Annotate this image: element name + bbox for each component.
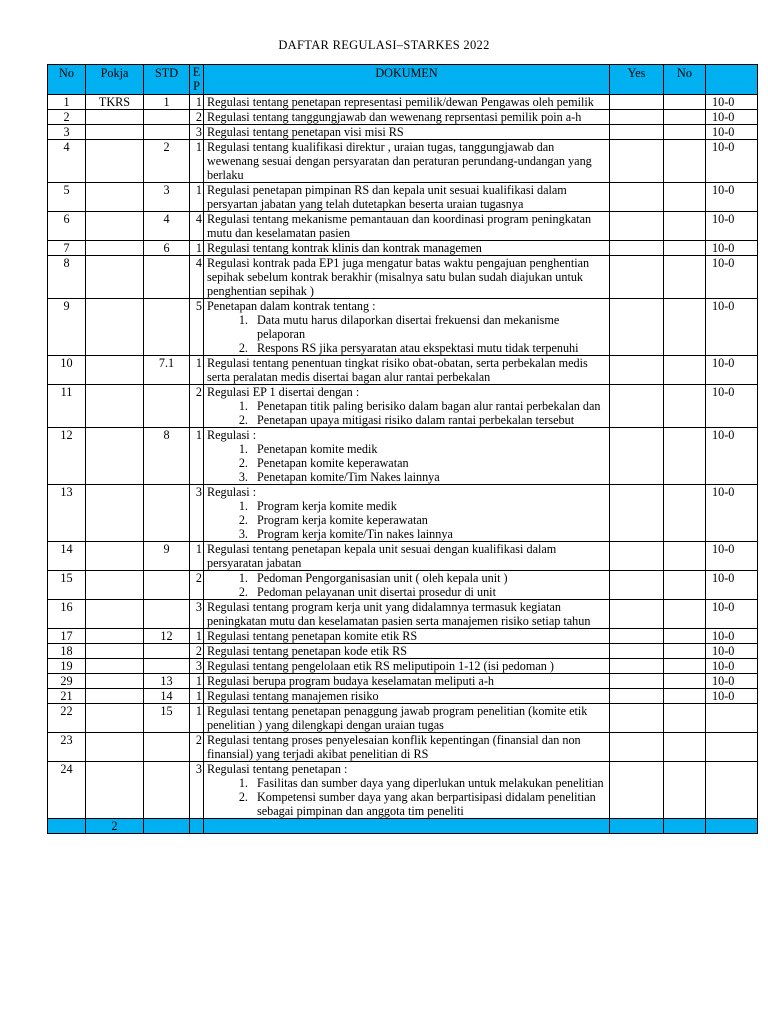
row-ep: 1 xyxy=(190,689,204,704)
row-no-answer xyxy=(664,299,706,356)
row-dokumen xyxy=(204,256,610,299)
row-ep: 3 xyxy=(190,485,204,542)
row-no-answer xyxy=(664,110,706,125)
row-no-answer xyxy=(664,140,706,183)
row-dokumen xyxy=(204,299,610,356)
row-pokja xyxy=(86,485,144,542)
row-no: 17 xyxy=(48,629,86,644)
document-text: Regulasi tentang penetapan kode etik RS xyxy=(207,644,408,658)
table-footer-row xyxy=(48,819,758,834)
table-row xyxy=(48,762,758,819)
row-score: 10-0 xyxy=(706,140,758,183)
row-ep: 1 xyxy=(190,542,204,571)
footer-cell xyxy=(664,819,706,834)
row-ep: 3 xyxy=(190,659,204,674)
row-yes xyxy=(610,125,664,140)
row-no: 3 xyxy=(48,125,86,140)
row-yes xyxy=(610,571,664,600)
row-std xyxy=(144,299,190,356)
row-no: 16 xyxy=(48,600,86,629)
row-yes xyxy=(610,183,664,212)
table-row xyxy=(48,183,758,212)
row-ep: 1 xyxy=(190,140,204,183)
row-no-answer xyxy=(664,183,706,212)
row-score: 10-0 xyxy=(706,600,758,629)
document-text: Regulasi tentang penetapan penaggung jawab program penelitian (komite etik penelitian ) yang dilengkapi dengan uraian tugas xyxy=(207,704,588,732)
row-yes xyxy=(610,659,664,674)
row-yes xyxy=(610,95,664,110)
table-row xyxy=(48,385,758,428)
row-no-answer xyxy=(664,644,706,659)
row-dokumen xyxy=(204,704,610,733)
row-ep: 2 xyxy=(190,571,204,600)
row-no-answer xyxy=(664,385,706,428)
row-score xyxy=(706,762,758,819)
document-list-item: 2. Penetapan komite keperawatan xyxy=(251,456,606,470)
table-row xyxy=(48,644,758,659)
row-score: 10-0 xyxy=(706,428,758,485)
row-std xyxy=(144,571,190,600)
row-std: 12 xyxy=(144,629,190,644)
table-row xyxy=(48,95,758,110)
row-std: 7.1 xyxy=(144,356,190,385)
table-row xyxy=(48,110,758,125)
row-std xyxy=(144,385,190,428)
document-list-item: 2. Penetapan upaya mitigasi risiko dalam rantai perbekalan tersebut xyxy=(251,413,606,427)
row-pokja xyxy=(86,629,144,644)
row-ep: 1 xyxy=(190,674,204,689)
document-text: Regulasi tentang penetapan : xyxy=(207,762,348,776)
row-pokja xyxy=(86,762,144,819)
row-no: 6 xyxy=(48,212,86,241)
row-ep: 3 xyxy=(190,762,204,819)
table-row xyxy=(48,689,758,704)
row-score: 10-0 xyxy=(706,485,758,542)
row-ep: 3 xyxy=(190,600,204,629)
document-list-item: 2. Kompetensi sumber daya yang akan berpartisipasi didalam penelitian sebagai pimpinan dan anggota tim peneliti xyxy=(251,790,606,818)
row-pokja xyxy=(86,385,144,428)
document-item-list xyxy=(207,776,606,818)
row-pokja xyxy=(86,428,144,485)
document-text: Regulasi kontrak pada EP1 juga mengatur batas waktu pengajuan penghentian sepihak sebelum kontrak berakhir (misalnya satu bulan sudah diajukan untuk penghentian sepihak ) xyxy=(207,256,590,298)
document-text: Regulasi berupa program budaya keselamatan meliputi a-h xyxy=(207,674,494,688)
row-ep: 1 xyxy=(190,356,204,385)
row-ep: 2 xyxy=(190,385,204,428)
row-no-answer xyxy=(664,674,706,689)
document-text: Regulasi tentang mekanisme pemantauan dan koordinasi program peningkatan mutu dan keselamatan pasien xyxy=(207,212,592,240)
row-score: 10-0 xyxy=(706,95,758,110)
document-text: Penetapan dalam kontrak tentang : xyxy=(207,299,376,313)
row-std: 1 xyxy=(144,95,190,110)
row-ep: 2 xyxy=(190,733,204,762)
row-score: 10-0 xyxy=(706,125,758,140)
row-ep: 2 xyxy=(190,644,204,659)
row-score: 10-0 xyxy=(706,644,758,659)
header-ep: E P xyxy=(190,65,204,95)
table-row xyxy=(48,485,758,542)
row-std: 6 xyxy=(144,241,190,256)
document-list-item: 3. Penetapan komite/Tim Nakes lainnya xyxy=(251,470,606,484)
row-no-answer xyxy=(664,762,706,819)
document-list-item: 1. Program kerja komite medik xyxy=(251,499,606,513)
row-dokumen xyxy=(204,428,610,485)
table-row xyxy=(48,212,758,241)
table-row xyxy=(48,356,758,385)
row-score: 10-0 xyxy=(706,571,758,600)
row-yes xyxy=(610,110,664,125)
table-row xyxy=(48,600,758,629)
document-title: DAFTAR REGULASI–STARKES 2022 xyxy=(278,38,490,52)
row-ep: 4 xyxy=(190,256,204,299)
row-no: 11 xyxy=(48,385,86,428)
row-std: 15 xyxy=(144,704,190,733)
table-row xyxy=(48,733,758,762)
row-ep: 1 xyxy=(190,704,204,733)
row-ep: 1 xyxy=(190,183,204,212)
row-pokja xyxy=(86,241,144,256)
row-no-answer xyxy=(664,659,706,674)
row-pokja xyxy=(86,542,144,571)
row-ep: 1 xyxy=(190,95,204,110)
row-pokja xyxy=(86,674,144,689)
document-text: Regulasi penetapan pimpinan RS dan kepala unit sesuai kualifikasi dalam persyartan jabatan yang telah dutetapkan beserta uraian tugasnya xyxy=(207,183,567,211)
row-no: 14 xyxy=(48,542,86,571)
header-dokumen: DOKUMEN xyxy=(204,65,610,95)
row-score: 10-0 xyxy=(706,674,758,689)
row-no: 1 xyxy=(48,95,86,110)
row-yes xyxy=(610,256,664,299)
row-yes xyxy=(610,689,664,704)
row-pokja xyxy=(86,212,144,241)
document-text: Regulasi tentang kualifikasi direktur , uraian tugas, tanggungjawab dan wewenang sesuai dengan persyaratan dan peraturan perundang-undangan yang berlaku xyxy=(207,140,592,182)
row-no: 13 xyxy=(48,485,86,542)
table-header-row xyxy=(48,65,758,95)
row-score xyxy=(706,704,758,733)
row-pokja: TKRS xyxy=(86,95,144,110)
footer-cell xyxy=(190,819,204,834)
row-std: 13 xyxy=(144,674,190,689)
table-row xyxy=(48,428,758,485)
document-text: Regulasi EP 1 disertai dengan : xyxy=(207,385,360,399)
document-item-list xyxy=(207,399,606,427)
row-std xyxy=(144,256,190,299)
row-pokja xyxy=(86,356,144,385)
document-list-item: 2. Pedoman pelayanan unit disertai prosedur di unit xyxy=(251,585,606,599)
row-dokumen xyxy=(204,241,610,256)
row-no-answer xyxy=(664,600,706,629)
document-text: Regulasi : xyxy=(207,428,257,442)
row-no-answer xyxy=(664,241,706,256)
row-no: 22 xyxy=(48,704,86,733)
header-std: STD xyxy=(144,65,190,95)
document-text: Regulasi tentang kontrak klinis dan kontrak managemen xyxy=(207,241,482,255)
row-dokumen xyxy=(204,644,610,659)
row-dokumen xyxy=(204,485,610,542)
table-row xyxy=(48,125,758,140)
table-row xyxy=(48,659,758,674)
row-yes xyxy=(610,485,664,542)
row-score xyxy=(706,733,758,762)
row-pokja xyxy=(86,733,144,762)
row-dokumen xyxy=(204,600,610,629)
row-score: 10-0 xyxy=(706,256,758,299)
row-no: 2 xyxy=(48,110,86,125)
row-std: 2 xyxy=(144,140,190,183)
footer-cell xyxy=(48,819,86,834)
row-no-answer xyxy=(664,356,706,385)
row-score: 10-0 xyxy=(706,110,758,125)
row-no-answer xyxy=(664,629,706,644)
document-text: Regulasi tentang penetapan komite etik RS xyxy=(207,629,418,643)
row-no-answer xyxy=(664,571,706,600)
row-dokumen xyxy=(204,674,610,689)
row-std: 8 xyxy=(144,428,190,485)
row-no-answer xyxy=(664,125,706,140)
row-no: 9 xyxy=(48,299,86,356)
row-ep: 4 xyxy=(190,212,204,241)
table-row xyxy=(48,256,758,299)
regulation-table xyxy=(47,64,758,834)
table-row xyxy=(48,542,758,571)
row-yes xyxy=(610,644,664,659)
row-score: 10-0 xyxy=(706,659,758,674)
row-ep: 1 xyxy=(190,241,204,256)
table-row xyxy=(48,241,758,256)
header-pokja: Pokja xyxy=(86,65,144,95)
row-std xyxy=(144,733,190,762)
row-std: 14 xyxy=(144,689,190,704)
row-pokja xyxy=(86,140,144,183)
row-yes xyxy=(610,674,664,689)
row-no-answer xyxy=(664,256,706,299)
row-no: 8 xyxy=(48,256,86,299)
document-text: Regulasi : xyxy=(207,485,257,499)
row-yes xyxy=(610,542,664,571)
row-yes xyxy=(610,600,664,629)
row-yes xyxy=(610,428,664,485)
row-no-answer xyxy=(664,212,706,241)
row-score: 10-0 xyxy=(706,356,758,385)
row-pokja xyxy=(86,299,144,356)
document-list-item: 1. Penetapan titik paling berisiko dalam bagan alur rantai perbekalan dan xyxy=(251,399,606,413)
row-pokja xyxy=(86,183,144,212)
row-score: 10-0 xyxy=(706,689,758,704)
row-dokumen xyxy=(204,571,610,600)
row-dokumen xyxy=(204,140,610,183)
row-std: 4 xyxy=(144,212,190,241)
row-yes xyxy=(610,629,664,644)
row-dokumen xyxy=(204,689,610,704)
row-score: 10-0 xyxy=(706,183,758,212)
header-score xyxy=(706,65,758,95)
row-std xyxy=(144,644,190,659)
row-dokumen xyxy=(204,212,610,241)
row-pokja xyxy=(86,704,144,733)
row-pokja xyxy=(86,659,144,674)
row-no: 21 xyxy=(48,689,86,704)
row-ep: 2 xyxy=(190,110,204,125)
table-row xyxy=(48,299,758,356)
row-yes xyxy=(610,385,664,428)
row-score: 10-0 xyxy=(706,542,758,571)
row-dokumen xyxy=(204,659,610,674)
row-yes xyxy=(610,762,664,819)
row-dokumen xyxy=(204,733,610,762)
row-pokja xyxy=(86,571,144,600)
row-yes xyxy=(610,356,664,385)
row-no-answer xyxy=(664,733,706,762)
row-no: 23 xyxy=(48,733,86,762)
table-row xyxy=(48,704,758,733)
header-no: No xyxy=(48,65,86,95)
row-no: 29 xyxy=(48,674,86,689)
footer-cell xyxy=(204,819,610,834)
row-no: 19 xyxy=(48,659,86,674)
row-pokja xyxy=(86,644,144,659)
row-score: 10-0 xyxy=(706,241,758,256)
row-yes xyxy=(610,212,664,241)
row-dokumen xyxy=(204,183,610,212)
document-text: Regulasi tentang program kerja unit yang didalamnya termasuk kegiatan peningkatan mutu dan keselamatan pasien serta manajemen risiko setiap tahun xyxy=(207,600,591,628)
row-ep: 3 xyxy=(190,125,204,140)
row-yes xyxy=(610,733,664,762)
document-item-list xyxy=(207,442,606,484)
row-std: 9 xyxy=(144,542,190,571)
document-item-list xyxy=(207,313,606,355)
row-pokja xyxy=(86,256,144,299)
document-text: Regulasi tentang manajemen risiko xyxy=(207,689,379,703)
row-no: 24 xyxy=(48,762,86,819)
row-std xyxy=(144,659,190,674)
row-no: 15 xyxy=(48,571,86,600)
row-std: 3 xyxy=(144,183,190,212)
row-dokumen xyxy=(204,542,610,571)
document-text: Regulasi tentang tanggungjawab dan wewenang reprsentasi pemilik poin a-h xyxy=(207,110,582,124)
row-no-answer xyxy=(664,704,706,733)
row-dokumen xyxy=(204,629,610,644)
document-text: Regulasi tentang proses penyelesaian konflik kepentingan (finansial dan non finansial) yang terjadi akibat penelitian di RS xyxy=(207,733,581,761)
document-list-item: 1. Penetapan komite medik xyxy=(251,442,606,456)
row-no-answer xyxy=(664,689,706,704)
row-score: 10-0 xyxy=(706,212,758,241)
footer-cell xyxy=(144,819,190,834)
document-list-item: 2. Program kerja komite keperawatan xyxy=(251,513,606,527)
table-row xyxy=(48,140,758,183)
row-score: 10-0 xyxy=(706,385,758,428)
row-no: 7 xyxy=(48,241,86,256)
row-std xyxy=(144,110,190,125)
row-yes xyxy=(610,704,664,733)
row-no-answer xyxy=(664,95,706,110)
document-item-list xyxy=(207,571,606,599)
row-pokja xyxy=(86,689,144,704)
row-pokja xyxy=(86,125,144,140)
footer-cell xyxy=(610,819,664,834)
table-row xyxy=(48,674,758,689)
header-yes: Yes xyxy=(610,65,664,95)
document-list-item: 1. Pedoman Pengorganisasian unit ( oleh kepala unit ) xyxy=(251,571,606,585)
document-text: Regulasi tentang penetapan kepala unit sesuai dengan kualifikasi dalam persyaratan jabatan xyxy=(207,542,557,570)
row-yes xyxy=(610,299,664,356)
row-dokumen xyxy=(204,762,610,819)
row-dokumen xyxy=(204,356,610,385)
row-yes xyxy=(610,241,664,256)
row-no-answer xyxy=(664,428,706,485)
document-text: Regulasi tentang penetapan representasi pemilik/dewan Pengawas oleh pemilik xyxy=(207,95,594,109)
footer-cell xyxy=(706,819,758,834)
document-list-item: 1. Fasilitas dan sumber daya yang diperlukan untuk melakukan penelitian xyxy=(251,776,606,790)
row-std xyxy=(144,762,190,819)
table-row xyxy=(48,629,758,644)
footer-pokja: 2 xyxy=(86,819,144,834)
row-std xyxy=(144,485,190,542)
row-no-answer xyxy=(664,485,706,542)
row-no: 10 xyxy=(48,356,86,385)
row-no: 5 xyxy=(48,183,86,212)
header-no-answer: No xyxy=(664,65,706,95)
row-pokja xyxy=(86,110,144,125)
row-dokumen xyxy=(204,125,610,140)
row-dokumen xyxy=(204,110,610,125)
document-text: Regulasi tentang penetapan visi misi RS xyxy=(207,125,404,139)
row-no: 12 xyxy=(48,428,86,485)
row-ep: 5 xyxy=(190,299,204,356)
row-ep: 1 xyxy=(190,428,204,485)
row-std xyxy=(144,600,190,629)
row-score: 10-0 xyxy=(706,299,758,356)
row-dokumen xyxy=(204,385,610,428)
document-list-item: 2. Respons RS jika persyaratan atau ekspektasi mutu tidak terpenuhi xyxy=(251,341,606,355)
document-text: Regulasi tentang pengelolaan etik RS meliputipoin 1-12 (isi pedoman ) xyxy=(207,659,554,673)
document-text: Regulasi tentang penentuan tingkat risiko obat-obatan, serta perbekalan medis serta peralatan medis disertai bagan alur rantai perbekalan xyxy=(207,356,588,384)
row-pokja xyxy=(86,600,144,629)
row-dokumen xyxy=(204,95,610,110)
document-list-item: 3. Program kerja komite/Tin nakes lainnya xyxy=(251,527,606,541)
row-score: 10-0 xyxy=(706,629,758,644)
row-ep: 1 xyxy=(190,629,204,644)
row-std xyxy=(144,125,190,140)
row-yes xyxy=(610,140,664,183)
row-no: 4 xyxy=(48,140,86,183)
row-no: 18 xyxy=(48,644,86,659)
document-list-item: 1. Data mutu harus dilaporkan disertai frekuensi dan mekanisme pelaporan xyxy=(251,313,606,341)
table-row xyxy=(48,571,758,600)
row-no-answer xyxy=(664,542,706,571)
document-item-list xyxy=(207,499,606,541)
